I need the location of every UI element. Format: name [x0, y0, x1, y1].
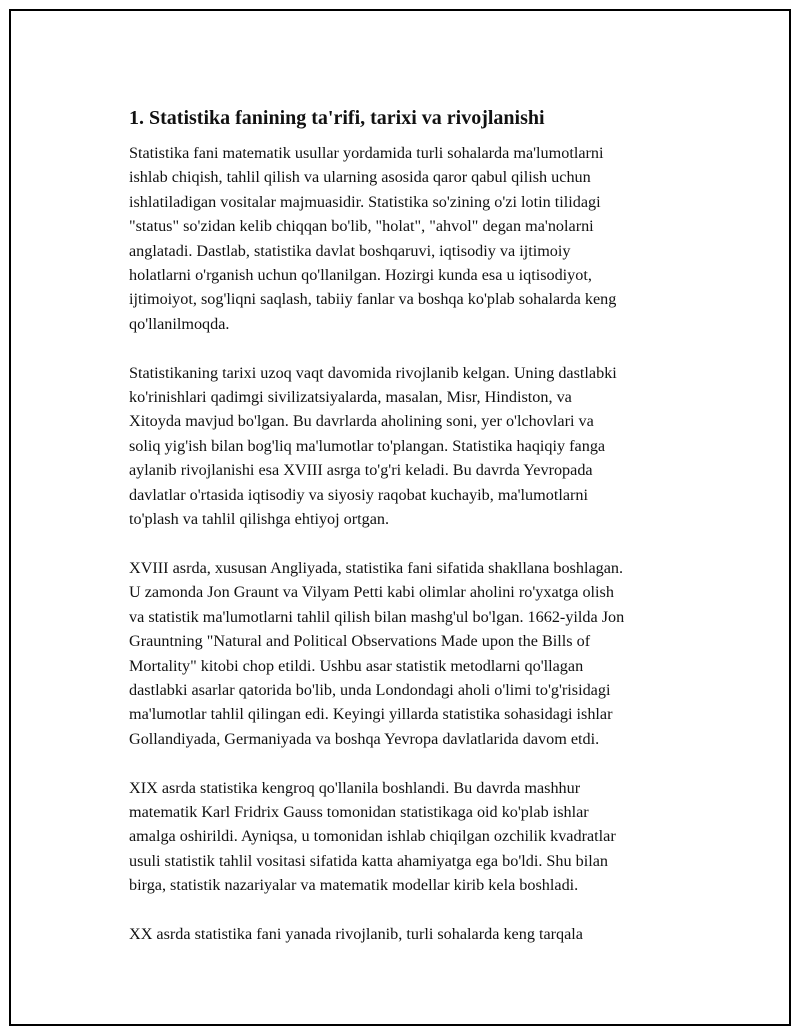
paragraph-definition: [129, 141, 704, 336]
text-line: Gollandiyada, Germaniyada va boshqa Yevropa davlatlarida davom etdi.: [129, 729, 600, 748]
text-line: birga, statistik nazariyalar va matematik modellar kirib kela boshladi.: [129, 876, 579, 895]
text-line: ma'lumotlar tahlil qilingan edi. Keyingi yillarda statistika sohasidagi ishlar: [129, 705, 613, 724]
text-line: matematik Karl Fridrix Gauss tomonidan statistikaga oid ko'plab ishlar: [129, 802, 589, 821]
text-line: U zamonda Jon Graunt va Vilyam Petti kabi olimlar aholini ro'yxatga olish: [129, 583, 614, 602]
paragraph-18th-century: [129, 556, 704, 751]
text-line: aylanib rivojlanishi esa XVIII asrga to'g'ri keladi. Bu davrda Yevropada: [129, 461, 593, 480]
text-line: ko'rinishlari qadimgi sivilizatsiyalarda, masalan, Misr, Hindiston, va: [129, 388, 572, 407]
text-line: anglatadi. Dastlab, statistika davlat boshqaruvi, iqtisodiy va ijtimoiy: [129, 241, 571, 260]
text-line: davlatlar o'rtasida iqtisodiy va siyosiy raqobat kuchayib, ma'lumotlarni: [129, 485, 588, 504]
section-heading: 1. Statistika fanining ta'rifi, tarixi va rivojlanishi: [129, 107, 545, 129]
text-line: usuli statistik tahlil vositasi sifatida katta ahamiyatga ega bo'ldi. Shu bilan: [129, 851, 609, 870]
paragraph-19th-century: [129, 776, 704, 898]
text-line: ishlab chiqish, tahlil qilish va ularning asosida qaror qabul qilish uchun: [129, 168, 591, 187]
text-line: qo'llanilmoqda.: [129, 314, 230, 333]
text-line: ijtimoiyot, sog'liqni saqlash, tabiiy fanlar va boshqa ko'plab sohalarda keng: [129, 290, 617, 309]
text-line: Grauntning "Natural and Political Observations Made upon the Bills of: [129, 632, 591, 651]
text-line: va statistik ma'lumotlarni tahlil qilish bilan mashg'ul bo'lgan. 1662-yilda Jon: [129, 607, 625, 626]
paragraph-20th-century: [129, 922, 704, 946]
document-body: [129, 105, 704, 971]
text-line: to'plash va tahlil qilishga ehtiyoj ortgan.: [129, 510, 390, 529]
text-line: Xitoyda mavjud bo'lgan. Bu davrlarda aholining soni, yer o'lchovlari va: [129, 412, 594, 431]
text-line: amalga oshirildi. Ayniqsa, u tomonidan ishlab chiqilgan ozchilik kvadratlar: [129, 827, 616, 846]
text-line: XVIII asrda, xususan Angliyada, statistika fani sifatida shakllana boshlagan.: [129, 558, 624, 577]
text-line: XIX asrda statistika kengroq qo'llanila boshlandi. Bu davrda mashhur: [129, 778, 581, 797]
text-line: Statistikaning tarixi uzoq vaqt davomida rivojlanib kelgan. Uning dastlabki: [129, 363, 617, 382]
text-line: XX asrda statistika fani yanada rivojlanib, turli sohalarda keng tarqala: [129, 924, 583, 943]
text-line: dastlabki asarlar qatorida bo'lib, unda Londondagi aholi o'limi to'g'risidagi: [129, 680, 611, 699]
text-line: holatlarni o'rganish uchun qo'llanilgan. Hozirgi kunda esa u iqtisodiyot,: [129, 266, 592, 285]
text-line: soliq yig'ish bilan bog'liq ma'lumotlar to'plangan. Statistika haqiqiy fanga: [129, 436, 606, 455]
text-line: Mortality" kitobi chop etildi. Ushbu asar statistik metodlarni qo'llagan: [129, 656, 584, 675]
text-line: "status" so'zidan kelib chiqqan bo'lib, "holat", "ahvol" degan ma'nolarni: [129, 217, 594, 236]
paragraph-history: [129, 361, 704, 532]
page-frame: [9, 9, 791, 1026]
text-line: Statistika fani matematik usullar yordamida turli sohalarda ma'lumotlarni: [129, 144, 604, 162]
text-line: ishlatiladigan vositalar majmuasidir. Statistika so'zining o'zi lotin tilidagi: [129, 192, 601, 211]
